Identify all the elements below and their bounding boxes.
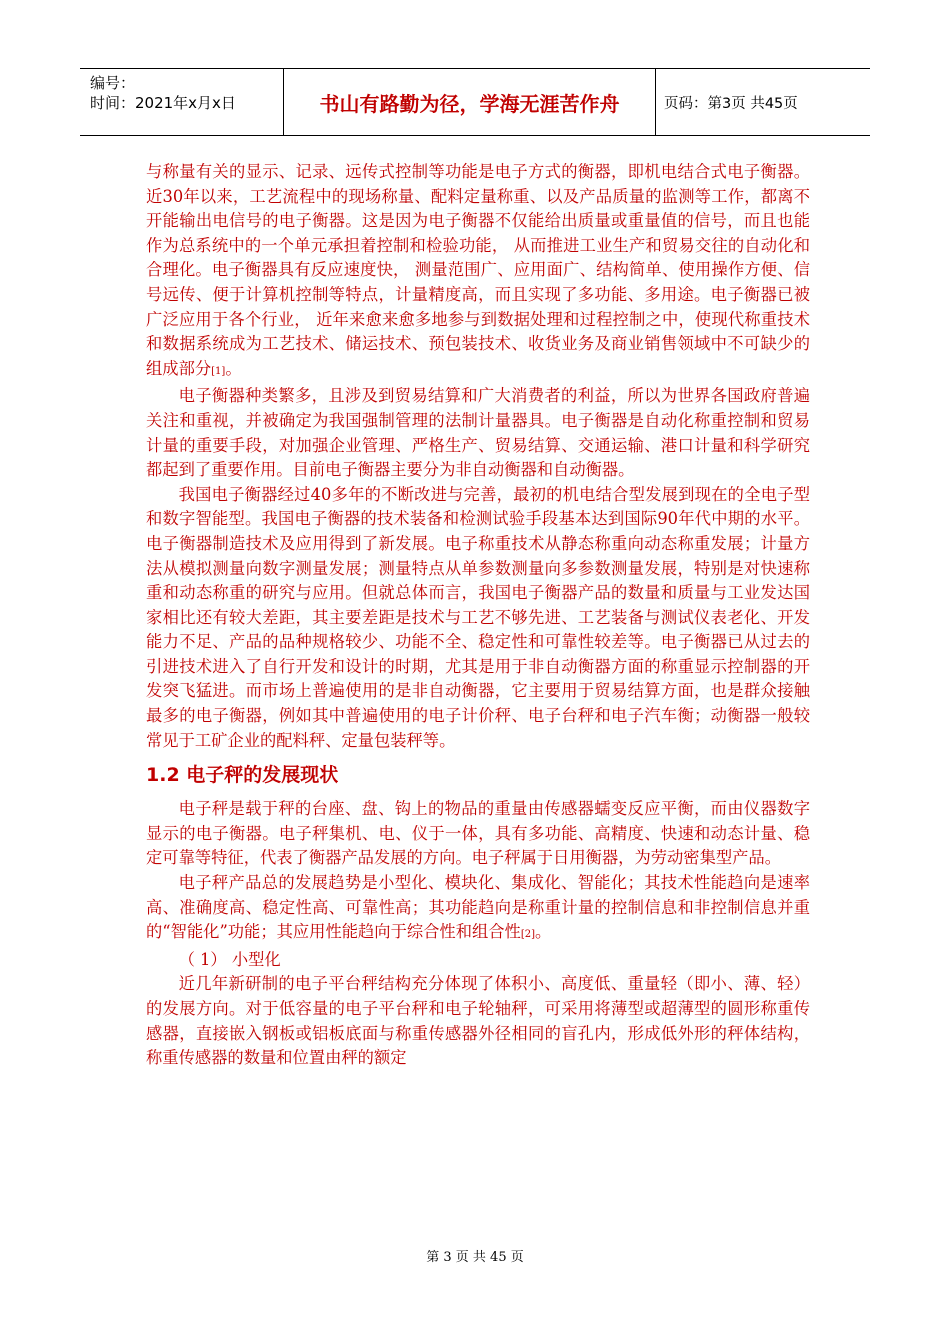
number-label: 编号： [90,74,136,92]
citation-2: [2] [520,929,536,941]
header-page-info: 页码：第3页 共45页 [664,95,798,112]
date-label: 时间：2021年x月x日 [90,94,236,112]
paragraph-5: 电子秤产品总的发展趋势是小型化、模块化、集成化、智能化；其技术性能趋向是速率高、准确度高、稳定性高、可靠性高；其功能趋向是称重计量的控制信息和非控制信息并重的“智能化”功能；其应用性能趋向于综合性和组合性[2]。 [146,873,810,942]
header-motto: 书山有路勤为径，学海无涯苦作舟 [284,69,656,135]
paragraph-4: 电子秤是载于秤的台座、盘、钩上的物品的重量由传感器蠕变反应平衡，而由仪器数字显示的电子衡器。电子秤集机、电、仪于一体，具有多功能、高精度、快速和动态计量、稳定可靠等特征，代表了衡器产品发展的方向。电子秤属于日用衡器，为劳动密集型产品。 [146,799,810,868]
header-left-cell [80,69,284,135]
paragraph-3: 我国电子衡器经过40多年的不断改进与完善，最初的机电结合型发展到现在的全电子型和数字智能型。我国电子衡器的技术装备和检测试验手段基本达到国际90年代中期的水平。电子衡器制造技术及应用得到了新发展。电子称重技术从静态称重向动态称重发展；计量方法从模拟测量向数字测量发展；测量特点从单参数测量向多参数测量发展，特别是对快速称重和动态称重的研究与应用。但就总体而言，我国电子衡器产品的数量和质量与工业发达国家相比还有较大差距，其主要差距是技术与工艺不够先进、工艺装备与测试仪表老化、开发能力不足、产品的品种规格较少、功能不全、稳定性和可靠性较差等。电子衡器已从过去的引进技术进入了自行开发和设计的时期，尤其是用于非自动衡器方面的称重显示控制器的开发突飞猛进。而市场上普遍使用的是非自动衡器，它主要用于贸易结算方面，也是群众接触最多的电子衡器，例如其中普遍使用的电子计价秤、电子台秤和电子汽车衡；动衡器一般较常见于工矿企业的配料秤、定量包装秤等。 [146,484,810,750]
paragraph-2: 电子衡器种类繁多，且涉及到贸易结算和广大消费者的利益，所以为世界各国政府普遍关注和重视，并被确定为我国强制管理的法制计量器具。电子衡器是自动化称重控制和贸易计量的重要手段，对加强企业管理、严格生产、贸易结算、交通运输、港口计量和科学研究都起到了重要作用。目前电子衡器主要分为非自动衡器和自动衡器。 [146,386,810,480]
paragraph-1: 与称量有关的显示、记录、远传式控制等功能是电子方式的衡器，即机电结合式电子衡器。近30年以来，工艺流程中的现场称量、配料定量称重、以及产品质量的监测等工作，都离不开能输出电信号的电子衡器。这是因为电子衡器不仅能给出质量或重量值的信号，而且也能作为总系统中的一个单元承担着控制和检验功能， 从而推进工业生产和贸易交往的自动化和合理化。电子衡器具有反应速度快， 测量范围广、应用面广、结构简单、使用操作方便、信号远传、便于计算机控制等特点，计量精度高，而且实现了多功能、多用途。电子衡器已被广泛应用于各个行业， 近年来愈来愈多地参与到数据处理和过程控制之中，使现代称重技术和数据系统成为工艺技术、储运技术、预包装技术、收货业务及商业销售领域中不可缺少的组成部分[1]。 [146,162,810,378]
citation-1: [1] [211,365,226,377]
section-heading: 1.2 电子秤的发展现状 [146,764,339,787]
page-footer: 第 3 页 共 45 页 [426,1250,524,1265]
list-item-1: （ 1） 小型化 [178,949,281,969]
header-table [80,68,870,136]
paragraph-6: 近几年新研制的电子平台秤结构充分体现了体积小、高度低、重量轻（即小、薄、轻）的发展方向。对于低容量的电子平台秤和电子轮轴秤，可采用将薄型或超薄型的圆形称重传感器，直接嵌入钢板或铝板底面与称重传感器外径相同的盲孔内，形成低外形的秤体结构，称重传感器的数量和位置由秤的额定 [146,974,810,1068]
document-body [146,160,810,1071]
